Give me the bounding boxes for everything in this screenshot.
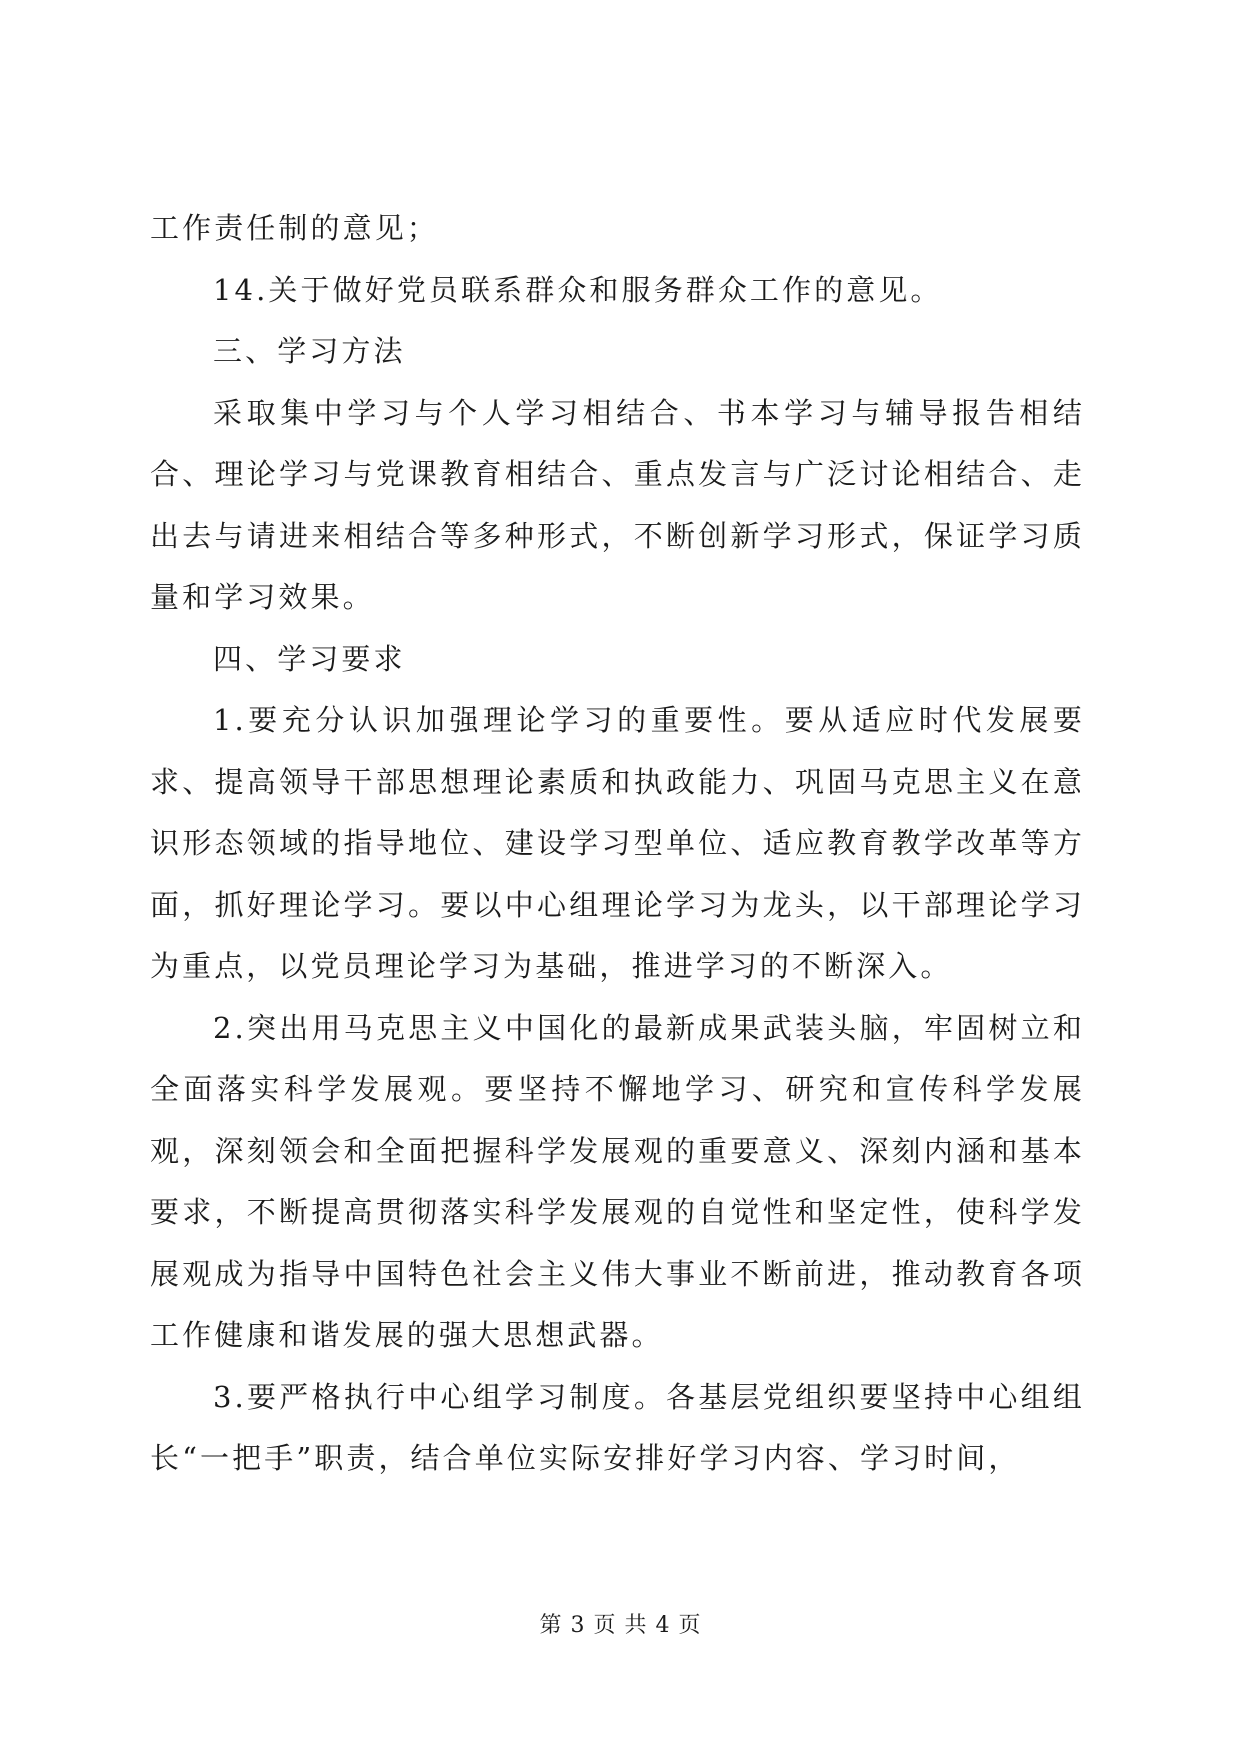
paragraph-study-methods: 采取集中学习与个人学习相结合、书本学习与辅导报告相结合、理论学习与党课教育相结合、重点发言与广泛讨论相结合、走出去与请进来相结合等多种形式，不断创新学习形式，保证学习质量和学习效果。	[150, 395, 1085, 614]
paragraph-item-14: 14.关于做好党员联系群众和服务群众工作的意见。	[213, 272, 943, 307]
paragraph-requirement-1: 1.要充分认识加强理论学习的重要性。要从适应时代发展要求、提高领导干部思想理论素质和执政能力、巩固马克思主义在意识形态领域的指导地位、建设学习型单位、适应教育教学改革等方面，抓好理论学习。要以中心组理论学习为龙头，以干部理论学习为重点，以党员理论学习为基础，推进学习的不断深入。	[150, 703, 1085, 983]
paragraph-requirement-2: 2.突出用马克思主义中国化的最新成果武装头脑，牢固树立和全面落实科学发展观。要坚持不懈地学习、研究和宣传科学发展观，深刻领会和全面把握科学发展观的重要意义、深刻内涵和基本要求，不断提高贯彻落实科学发展观的自觉性和坚定性，使科学发展观成为指导中国特色社会主义伟大事业不断前进，推动教育各项工作健康和谐发展的强大思想武器。	[150, 1010, 1085, 1352]
paragraph-requirement-3: 3.要严格执行中心组学习制度。各基层党组织要坚持中心组组长“一把手”职责，结合单位实际安排好学习内容、学习时间，	[150, 1379, 1085, 1475]
paragraph-continued: 工作责任制的意见；	[150, 211, 439, 245]
document-body	[150, 198, 1085, 1490]
section-heading-study-requirements: 四、学习要求	[213, 641, 406, 676]
section-heading-study-methods: 三、学习方法	[213, 334, 406, 368]
page-number-footer: 第 3 页 共 4 页	[539, 1613, 702, 1638]
